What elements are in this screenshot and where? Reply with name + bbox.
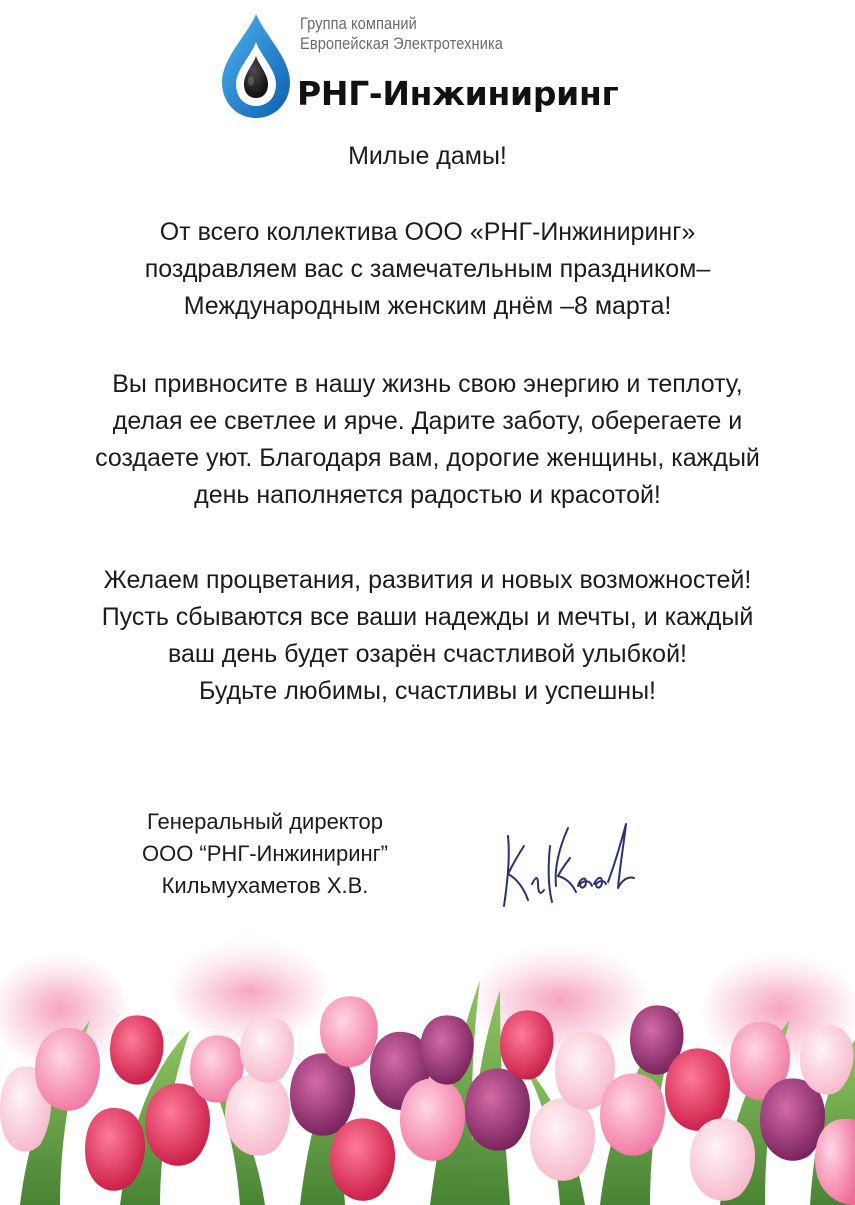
group-line-1: Группа компаний: [300, 14, 417, 33]
water-drop-icon: [218, 12, 294, 120]
signatory-block: [100, 806, 430, 902]
text-line: создаете уют. Благодаря вам, дорогие женщины, каждый: [95, 444, 760, 472]
greeting-line: Милые дамы!: [348, 142, 507, 170]
group-caption: [300, 14, 503, 54]
text-line: день наполняется радостью и красотой!: [194, 481, 661, 509]
paragraph-wishes: [20, 562, 835, 710]
tulips-image: [0, 920, 855, 1205]
text-line: Пусть сбываются все ваши надежды и мечты, и каждый: [101, 603, 754, 631]
signatory-title: Генеральный директор: [147, 809, 383, 834]
text-line: Желаем процветания, развития и новых возможностей!: [103, 566, 752, 594]
text-line: Международным женским днём –8 марта!: [183, 292, 672, 320]
group-line-2: Европейская Электротехника: [300, 34, 504, 53]
text-line: Будьте любимы, счастливы и успешны!: [198, 677, 657, 705]
signatory-company: ООО “РНГ-Инжиниринг”: [141, 841, 388, 866]
text-line: Вы привносите в нашу жизнь свою энергию и теплоту,: [112, 370, 743, 398]
company-logo: [218, 12, 648, 124]
paragraph-congratulations: [20, 214, 835, 325]
signatory-name: Кильмухаметов Х.В.: [161, 873, 369, 898]
text-line: От всего коллектива ООО «РНГ-Инжиниринг»: [159, 218, 696, 246]
text-line: ваш день будет озарён счастливой улыбкой!: [168, 640, 687, 668]
text-line: делая ее светлее и ярче. Дарите заботу, оберегаете и: [112, 407, 743, 435]
greeting-heading: [20, 138, 835, 175]
text-line: поздравляем вас с замечательным праздником–: [144, 255, 711, 283]
company-name: РНГ-Инжиниринг: [297, 74, 619, 113]
paragraph-appreciation: [20, 366, 835, 514]
handwritten-signature: [494, 806, 644, 918]
